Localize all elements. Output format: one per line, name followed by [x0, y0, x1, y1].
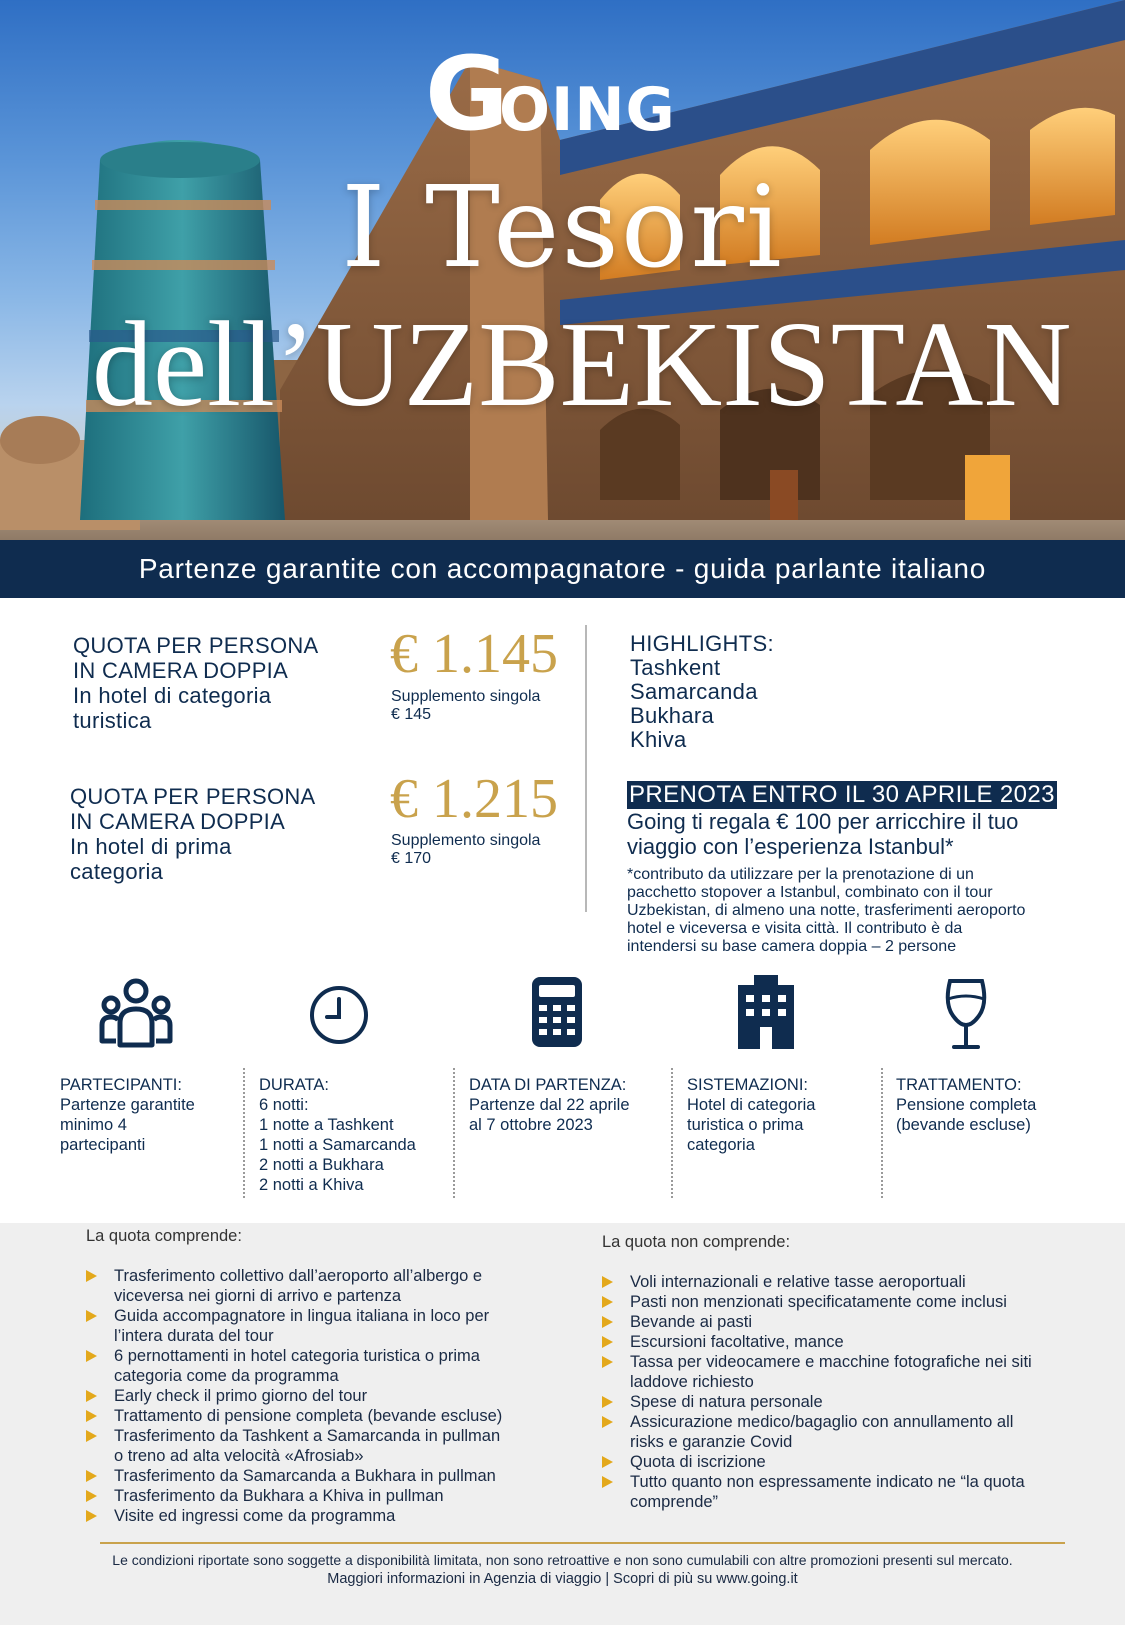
list-item: Pasti non menzionati specificatamente come inclusi	[602, 1292, 1072, 1312]
list-item: Trasferimento da Tashkent a Samarcanda in pullman o treno ad alta velocità «Afrosiab»	[86, 1426, 536, 1466]
column-divider	[243, 1068, 245, 1198]
list-item: Trasferimento da Samarcanda a Bukhara in pullman	[86, 1466, 536, 1486]
calendar-icon	[517, 975, 597, 1055]
list-item: Assicurazione medico/bagaglio con annullamento all risks e garanzie Covid	[602, 1412, 1072, 1452]
group-icon	[96, 975, 176, 1055]
guarantee-banner: Partenze garantite con accompagnatore - guida parlante italiano	[0, 540, 1125, 598]
footer-conditions: Le condizioni riportate sono soggette a disponibilità limitata, non sono retroattive e non sono cumulabili con altre promozioni presenti sul mercato.	[112, 1552, 1013, 1568]
section-divider	[585, 625, 587, 912]
hotel-icon	[726, 975, 806, 1055]
excludes-title: La quota non comprende:	[602, 1233, 791, 1251]
column-divider	[453, 1068, 455, 1198]
list-item: Guida accompagnatore in lingua italiana in loco per l’intera durata del tour	[86, 1306, 536, 1346]
list-item: Voli internazionali e relative tasse aeroportuali	[602, 1272, 1072, 1292]
promo-headline: PRENOTA ENTRO IL 30 APRILE 2023	[629, 781, 1055, 808]
offer-first-class-price: € 1.215	[390, 768, 558, 830]
info-accommodation: SISTEMAZIONI: Hotel di categoria turistica o prima categoria	[687, 1076, 816, 1154]
info-board: TRATTAMENTO: Pensione completa (bevande escluse)	[896, 1076, 1037, 1134]
list-item: Visite ed ingressi come da programma	[86, 1506, 536, 1526]
footer-more-info: Maggiori informazioni in Agenzia di viaggio | Scopri di più su www.going.it	[327, 1571, 798, 1587]
list-item: 6 pernottamenti in hotel categoria turistica o prima categoria come da programma	[86, 1346, 536, 1386]
offer-first-class-description: QUOTA PER PERSONA IN CAMERA DOPPIA In hotel di prima categoria	[70, 784, 316, 884]
list-item: Early check il primo giorno del tour	[86, 1386, 536, 1406]
offer-first-class-supplement: Supplemento singola € 170	[391, 832, 541, 867]
promo-text: Going ti regala € 100 per arricchire il tuo viaggio con l’esperienza Istanbul*	[627, 809, 1019, 859]
list-item: Trattamento di pensione completa (bevande escluse)	[86, 1406, 536, 1426]
list-item: Trasferimento collettivo dall’aeroporto all’albergo e viceversa nei giorni di arrivo e partenza	[86, 1266, 536, 1306]
offer-tourist-supplement: Supplemento singola € 145	[391, 688, 541, 723]
promo-note: *contributo da utilizzare per la prenotazione di un pacchetto stopover a Istanbul, combinato con il tour Uzbekistan, di almeno una notte, trasferimenti aeroporto hotel e viceversa e visita città. Il contributo è da intendersi su base camera doppia – 2 persone	[627, 866, 1026, 955]
wine-glass-icon	[926, 975, 1006, 1055]
info-participants: PARTECIPANTI: Partenze garantite minimo 4 partecipanti	[60, 1076, 195, 1154]
list-item: Escursioni facoltative, mance	[602, 1332, 1072, 1352]
title-line-1: I Tesori	[341, 163, 784, 293]
offer-tourist-price: € 1.145	[390, 623, 558, 685]
offer-tourist-description: QUOTA PER PERSONA IN CAMERA DOPPIA In hotel di categoria turistica	[73, 633, 319, 733]
list-item: Trasferimento da Bukhara a Khiva in pullman	[86, 1486, 536, 1506]
info-duration: DURATA: 6 notti: 1 notte a Tashkent 1 notti a Samarcanda 2 notti a Bukhara 2 notti a Khiva	[259, 1076, 416, 1194]
excludes-list	[602, 1272, 1072, 1512]
going-logo: G OING	[425, 35, 676, 154]
list-item: Bevande ai pasti	[602, 1312, 1072, 1332]
column-divider	[881, 1068, 883, 1198]
highlights: HIGHLIGHTS: Tashkent Samarcanda Bukhara Khiva	[630, 631, 774, 752]
footer-rule	[100, 1542, 1065, 1544]
hero-image	[0, 0, 1125, 540]
clock-icon	[299, 975, 379, 1055]
includes-title: La quota comprende:	[86, 1227, 242, 1245]
list-item: Spese di natura personale	[602, 1392, 1072, 1412]
list-item: Quota di iscrizione	[602, 1452, 1072, 1472]
list-item: Tutto quanto non espressamente indicato ne “la quota comprende”	[602, 1472, 1072, 1512]
column-divider	[671, 1068, 673, 1198]
includes-list	[86, 1266, 536, 1526]
title-line-2: dell’UZBEKISTAN	[92, 297, 1072, 432]
list-item: Tassa per videocamere e macchine fotografiche nei siti laddove richiesto	[602, 1352, 1072, 1392]
info-departure: DATA DI PARTENZA: Partenze dal 22 aprile al 7 ottobre 2023	[469, 1076, 630, 1134]
